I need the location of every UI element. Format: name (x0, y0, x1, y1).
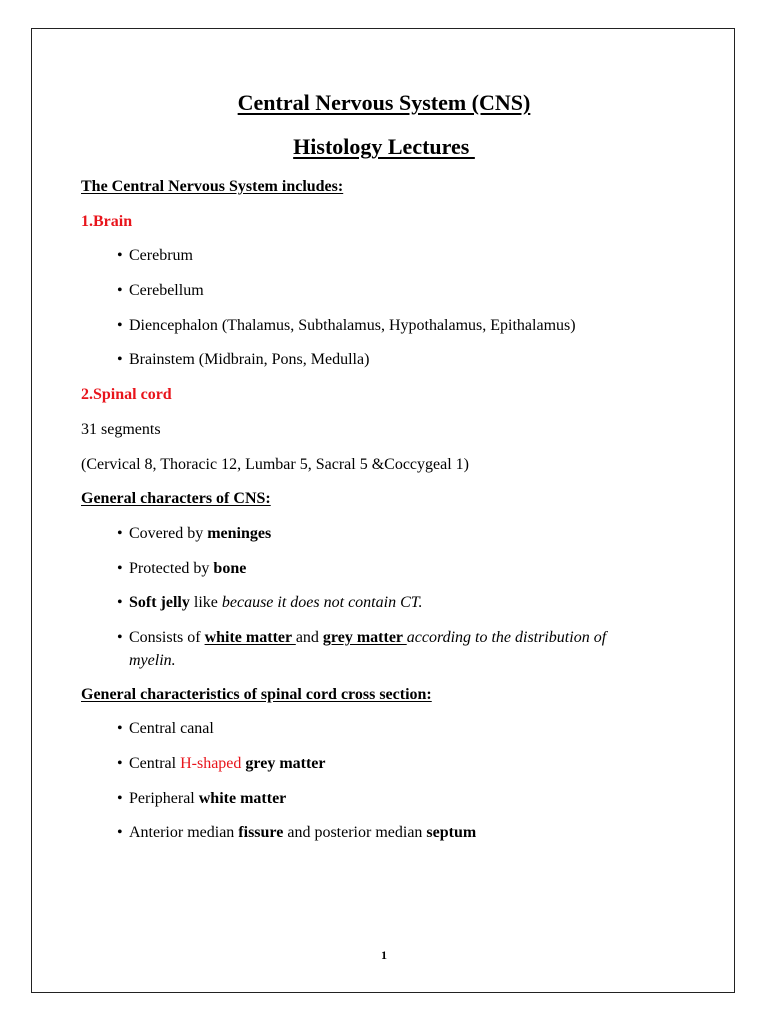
page-number: 1 (381, 948, 387, 962)
cross-item (129, 719, 214, 739)
document-subtitle: Histology Lectures (293, 134, 475, 159)
item-bold-text: fissure (238, 824, 284, 841)
item-bold-text: meninges (207, 525, 272, 542)
bullet-marker: • (117, 560, 123, 577)
bullet-marker: • (117, 351, 123, 368)
general-item (129, 628, 606, 648)
general-item (129, 593, 422, 613)
brain-item: Brainstem (Midbrain, Pons, Medulla) (129, 351, 370, 368)
bullet-marker: • (117, 317, 123, 334)
item-text: Protected by (129, 560, 214, 577)
item-text: Central canal (129, 720, 214, 737)
item-bold-text: white matter (204, 629, 296, 646)
general-item-continuation: myelin. (129, 652, 176, 669)
item-italic-text: according to the distribution of (406, 629, 607, 646)
item-bold-text: bone (213, 560, 247, 577)
item-text: Covered by (129, 525, 208, 542)
bullet-marker: • (117, 282, 123, 299)
item-text: Anterior median (129, 824, 239, 841)
bullet-marker: • (117, 594, 123, 611)
general-item (129, 524, 271, 544)
spinal-cord-heading: 2.Spinal cord (81, 386, 172, 403)
cross-section-heading: General characteristics of spinal cord cross section: (81, 686, 432, 703)
item-text: Consists of (129, 629, 205, 646)
includes-heading: The Central Nervous System includes: (81, 178, 344, 195)
bullet-marker: • (117, 629, 123, 646)
bullet-marker: • (117, 755, 123, 772)
item-text: Peripheral (129, 790, 199, 807)
item-italic-text: because it does not contain CT. (221, 594, 423, 611)
item-text: like (189, 594, 222, 611)
item-text: and posterior median (283, 824, 427, 841)
item-bold-text: white matter (198, 790, 287, 807)
general-characters-heading: General characters of CNS: (81, 490, 271, 507)
cross-item (129, 823, 476, 843)
bullet-marker: • (117, 525, 123, 542)
brain-item: Cerebrum (129, 247, 193, 264)
brain-item: Cerebellum (129, 282, 204, 299)
item-text: Central (129, 755, 181, 772)
cross-item (129, 789, 286, 809)
item-bold-text: grey matter (322, 629, 407, 646)
item-bold-text: grey matter (245, 755, 326, 772)
bullet-marker: • (117, 824, 123, 841)
item-bold-text: Soft jelly (129, 594, 190, 611)
document-title: Central Nervous System (CNS) (237, 90, 531, 115)
segments-count: 31 segments (81, 421, 161, 438)
brain-item: Diencephalon (Thalamus, Subthalamus, Hypothalamus, Epithalamus) (129, 317, 576, 334)
item-text: and (295, 629, 323, 646)
page-border (31, 28, 735, 993)
bullet-marker: • (117, 790, 123, 807)
item-red-text: H-shaped (180, 755, 242, 772)
bullet-marker: • (117, 720, 123, 737)
bullet-marker: • (117, 247, 123, 264)
cross-item (129, 754, 326, 774)
segments-detail: (Cervical 8, Thoracic 12, Lumbar 5, Sacral 5 &Coccygeal 1) (81, 456, 470, 473)
brain-heading: 1.Brain (81, 213, 133, 230)
general-item (129, 559, 246, 579)
item-bold-text: septum (426, 824, 477, 841)
